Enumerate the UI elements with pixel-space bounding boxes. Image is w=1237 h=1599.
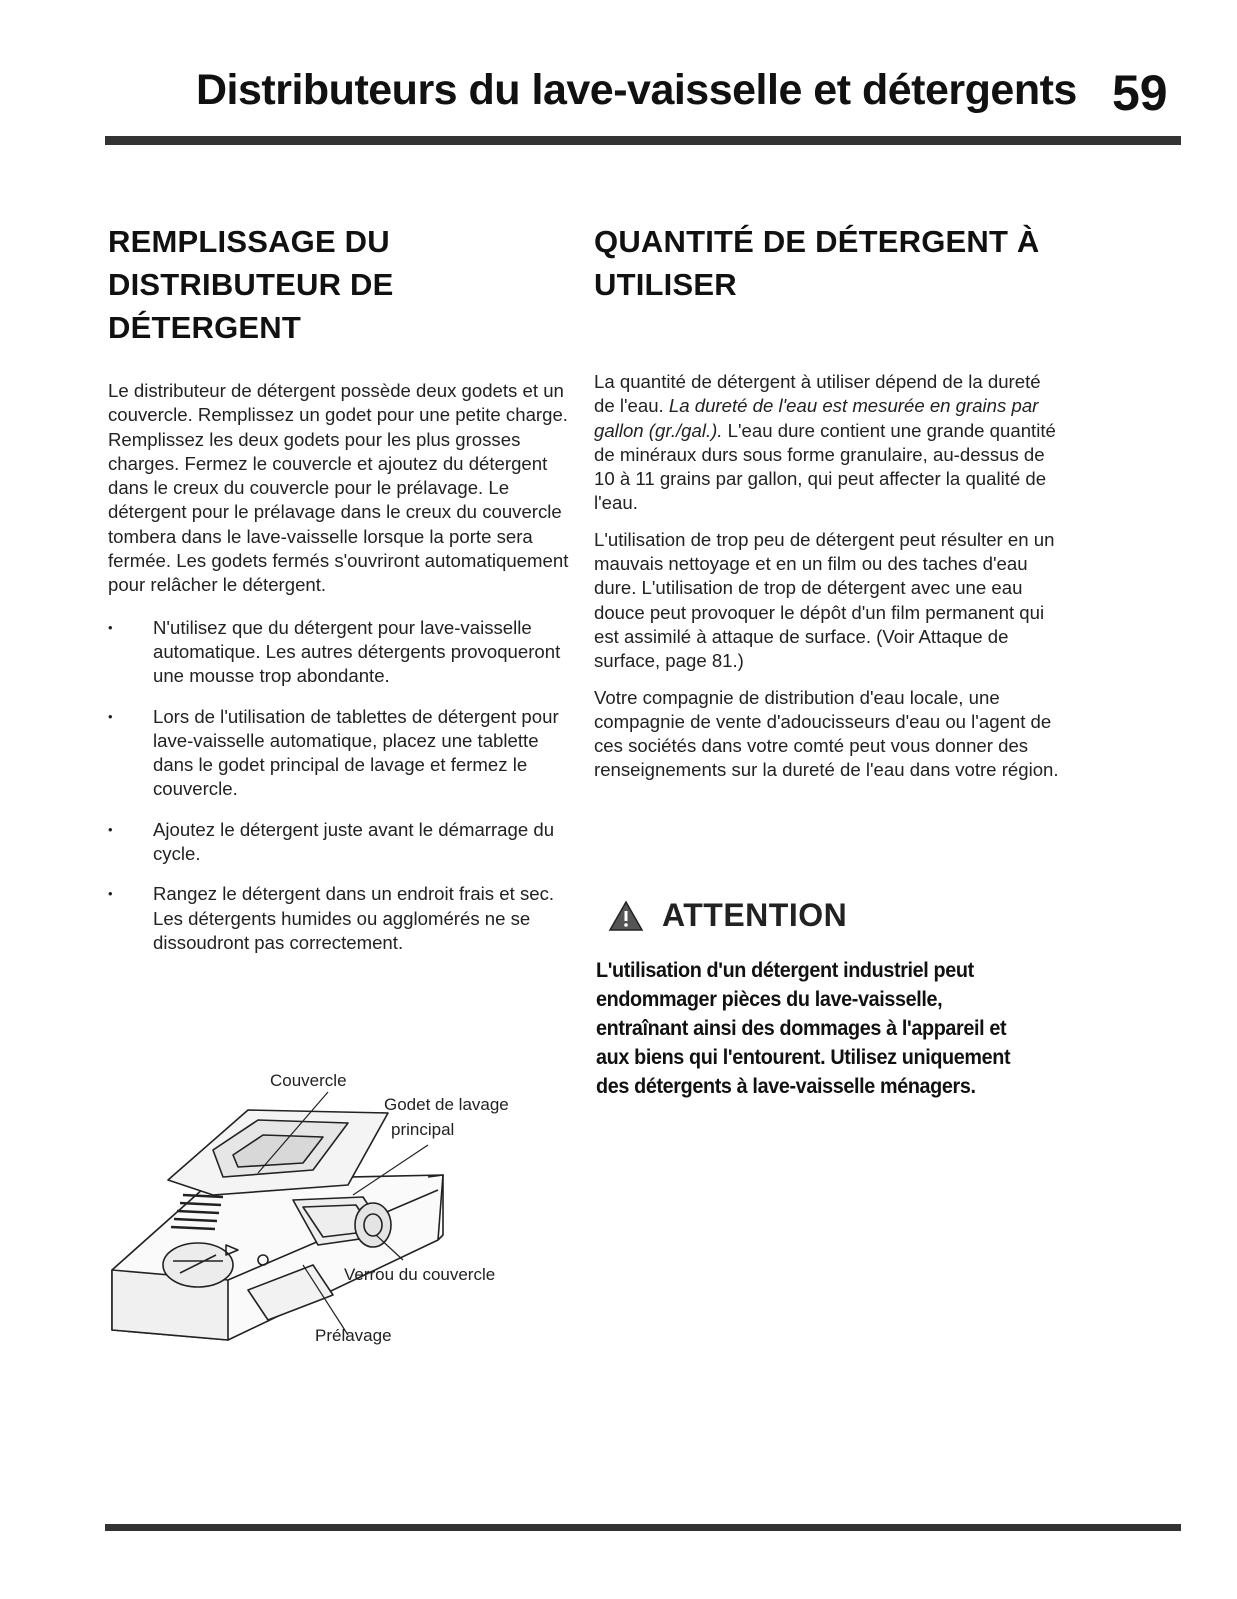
right-column	[594, 220, 1064, 795]
list-item	[108, 882, 578, 955]
page-number: 59	[1112, 65, 1168, 121]
list-item-text: N'utilisez que du détergent pour lave-vaisselle automatique. Les autres détergents provoqueront une mousse trop abondante.	[153, 616, 561, 687]
heading-line: QUANTITÉ DE DÉTERGENT À	[594, 224, 1040, 259]
section-heading-detergent-amount	[594, 220, 1064, 306]
page-title: Distributeurs du lave-vaisselle et détergents	[196, 66, 1077, 114]
bullet-icon: •	[108, 708, 113, 724]
label-main-wash-cup: Godet de lavage	[384, 1095, 509, 1114]
list-item-text: Rangez le détergent dans un endroit frais et sec. Les détergents humides ou agglomérés ne se dissoudront pas correctement.	[153, 883, 555, 953]
dispenser-illustration	[98, 1071, 558, 1375]
left-column	[108, 220, 578, 971]
detergent-amount-paragraph: L'utilisation de trop peu de détergent peut résulter en un mauvais nettoyage et en un film ou des taches d'eau dure. L'utilisation de trop de détergent avec une eau douce peut provoquer le dépôt d'un film permanent qui est assimilé à attaque de surface. (Voir Attaque de surface, page 81.)	[594, 528, 1055, 672]
list-item-text: Ajoutez le détergent juste avant le démarrage du cycle.	[153, 818, 555, 865]
attention-header	[608, 897, 847, 934]
paragraph-text: La quantité de détergent à utiliser dépend de la dureté de l'eau.	[594, 371, 1041, 417]
heading-line: DISTRIBUTEUR DE	[108, 267, 394, 302]
header-divider	[105, 136, 1181, 145]
heading-line: UTILISER	[594, 267, 737, 302]
heading-line: REMPLISSAGE DU	[108, 224, 390, 259]
label-prewash: Prélavage	[315, 1326, 392, 1345]
water-hardness-paragraph	[594, 370, 1064, 516]
list-item	[108, 818, 578, 867]
list-item-text: Lors de l'utilisation de tablettes de détergent pour lave-vaisselle automatique, placez une tablette dans le godet principal de lavage et fermez le couvercle.	[153, 705, 559, 800]
warning-triangle-icon	[608, 900, 644, 932]
list-item	[108, 616, 578, 689]
label-lid-latch: Verrou du couvercle	[344, 1265, 496, 1284]
attention-text: L'utilisation d'un détergent industriel peut endommager pièces du lave-vaisselle, entraînant ainsi des dommages à l'appareil et aux biens qui l'entourent. Utilisez uniquement des détergents à lave-vaisselle ménagers.	[596, 958, 1011, 1098]
bullet-icon: •	[108, 821, 113, 837]
water-company-paragraph: Votre compagnie de distribution d'eau locale, une compagnie de vente d'adoucisseurs d'eau ou l'agent de ces sociétés dans votre comté peut vous donner des renseignements sur la dureté de l'eau dans votre région.	[594, 686, 1059, 781]
list-item	[108, 705, 578, 802]
footer-divider	[105, 1524, 1181, 1531]
label-lid: Couvercle	[270, 1071, 347, 1090]
bullet-icon: •	[108, 886, 113, 902]
tips-list	[108, 616, 578, 956]
label-main-wash-cup-line2: principal	[391, 1120, 455, 1139]
attention-title: ATTENTION	[662, 897, 848, 933]
bullet-icon: •	[108, 619, 113, 635]
section-heading-fill-dispenser	[108, 220, 578, 349]
heading-line: DÉTERGENT	[108, 310, 301, 345]
paragraph-italic-text: La dureté de l'eau est mesurée en grains par gallon (gr./gal.).	[594, 395, 1039, 441]
intro-paragraph: Le distributeur de détergent possède deux godets et un couvercle. Remplissez un godet pour une petite charge. Remplissez les deux godets pour les plus grosses charges. Fermez le couvercle et ajoutez du détergent dans le creux du couvercle pour le prélavage. Le détergent pour le prélavage dans le creux du couvercle tombera dans le lave-vaisselle lorsque la porte sera fermée. Les godets fermés s'ouvriront automatiquement pour relâcher le détergent.	[108, 380, 569, 596]
paragraph-text: L'eau dure contient une grande quantité de minéraux durs sous forme granulaire, au-dessus de 10 à 11 grains par gallon, qui peut affecter la qualité de l'eau.	[594, 419, 1056, 514]
